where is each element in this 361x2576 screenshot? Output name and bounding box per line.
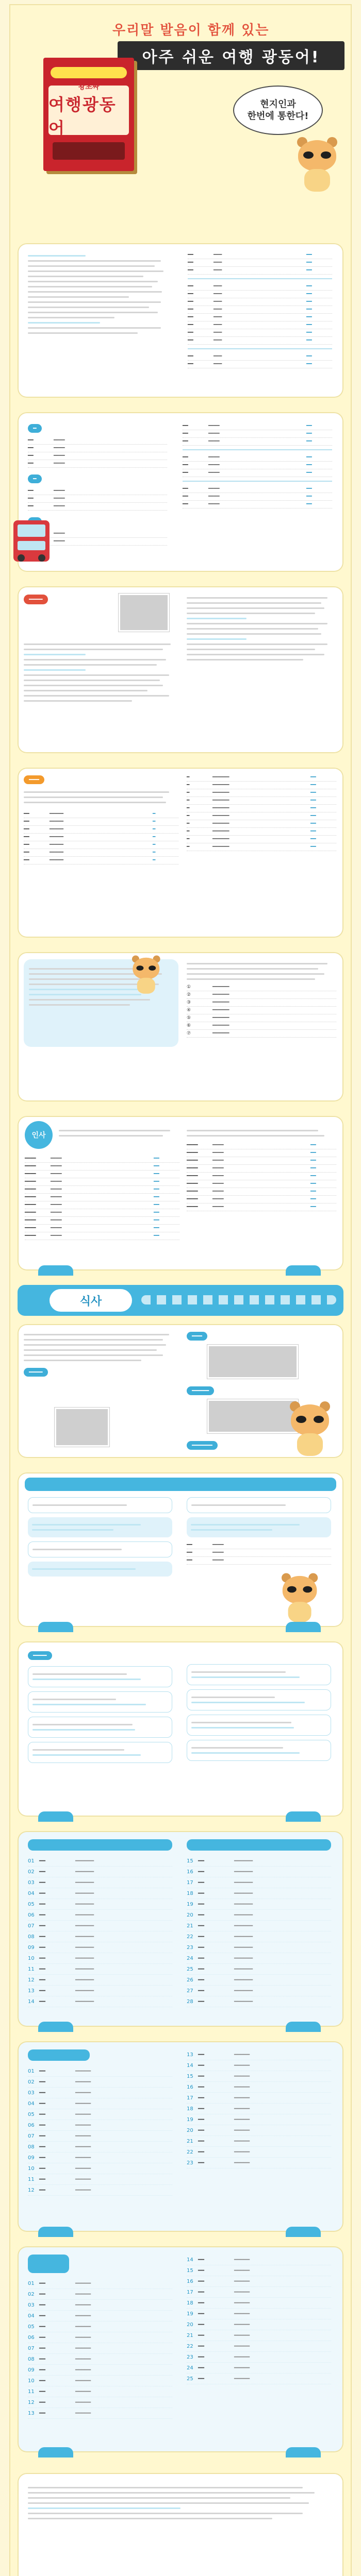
page-tab — [38, 2447, 73, 2458]
meal-card — [18, 1324, 343, 1458]
grammar-right: ━━ ━━━━ ━━ ━━ ━━━━ ━━ ━━ ━━━━ ━━ ━━ ━━━━ ━━ ━━ ━━━━ ━━ ━━ ━━━━ ━━ ━━ ━━━━ ━━ ━━ ━━━━ ━━ ━━ ━━━━ ━━ — [183, 422, 332, 509]
speech-line-1: 현지인과 — [260, 98, 296, 110]
greeting-card — [18, 1116, 343, 1270]
conv-right: ━━ ━━━━ ━━ ━━━━ ━━ ━━━━ — [187, 1497, 331, 1565]
speech-card — [18, 952, 343, 1101]
culture-left: ━━━━ — [24, 594, 178, 705]
speech-left — [24, 959, 178, 1047]
intro-right-page: ━━ ━━━ ━━ ━━ ━━━ ━━ ━━ ━━━ ━━ ━━ ━━━ ━━ ━━ ━━━ ━━ ━━ ━━━ ━━ ━━ ━━━ ━━ ━━ ━━━ ━━ ━━ ━━━ ━━ ━━ ━━━ ━━ ━━ ━━━ ━━ ━━ ━━━ ━━ ━━ ━━━ ━━ — [188, 251, 332, 385]
book-title — [48, 83, 129, 138]
page-tab — [286, 1265, 321, 1276]
conv-left — [28, 1497, 172, 1581]
speech-right: ① ━━━━━━ ② ━━━━━━ ③ ━━━━━━ ④ ━━━━━━ ⑤ ━━━━━━ ⑥ ━━━━━━ ⑦ ━━━━━━ — [187, 959, 336, 1038]
page-tab — [38, 2022, 73, 2032]
page-tab — [286, 2447, 321, 2458]
intro-spread-card — [18, 243, 343, 398]
bus-icon — [13, 520, 50, 562]
page-tab — [286, 1622, 321, 1632]
meal-right: ━━━ ━━━━━ ━━━━━━ — [187, 1330, 336, 1450]
book-band — [51, 67, 127, 78]
mascot-icon — [129, 956, 163, 995]
phrases-card — [18, 1641, 343, 1817]
meal-banner — [18, 1285, 343, 1316]
tag-pill: ━ — [28, 424, 42, 433]
page-tab — [38, 1622, 73, 1632]
meal-title: 식사 — [50, 1289, 132, 1312]
page-tab — [38, 1811, 73, 1822]
intro-left-page — [28, 251, 172, 385]
speech-bubble — [233, 86, 323, 135]
greet-left — [59, 1126, 177, 1140]
vocab2-right: 13 ━━ ━━━━━ 14 ━━ ━━━━━ 15 ━━ ━━━━━ 16 ━━ ━━━━━ 17 ━━ ━━━━━ 18 ━━ ━━━━━ 19 ━━ ━━━━━ 20 ━━ ━━━━━ 21 ━━ ━━━━━ 22 ━━ ━━━━━ 23 ━━ ━━━━━ — [187, 2049, 331, 2168]
photo-icon — [207, 1345, 298, 1379]
book-title-small: 왕초짜 — [78, 83, 100, 91]
photo-icon — [119, 594, 169, 632]
page-tab — [286, 2022, 321, 2032]
vocab3-left: 01 ━━ ━━━━━ 02 ━━ ━━━━━ 03 ━━ ━━━━━ 04 ━━ ━━━━━ 05 ━━ ━━━━━ 06 ━━ ━━━━━ 07 ━━ ━━━━━ 08 ━━ ━━━━━ 09 ━━ ━━━━━ 10 ━━ ━━━━━ 11 ━━ ━━━━━ 12 ━━ ━━━━━ 13 ━━ ━━━━━ — [28, 2255, 172, 2419]
mascot-icon — [278, 1573, 322, 1624]
culture-right — [187, 594, 336, 664]
page-tab — [38, 2227, 73, 2237]
hero-tagline: 우리말 발음이 함께 있는 — [112, 23, 270, 38]
book-footer — [53, 142, 125, 160]
tone-right: ━ ━━━━━━ ━━ ━ ━━━━━━ ━━ ━ ━━━━━━ ━━ ━ ━━━━━━ ━━ ━ ━━━━━━ ━━ ━ ━━━━━━ ━━ ━ ━━━━━━ ━━ ━ ━━━━━━ ━━ ━ ━━━━━━ ━━ ━ ━━━━━━ ━━ — [187, 774, 336, 851]
vocab-card-2 — [18, 2041, 343, 2232]
mascot-icon — [286, 1401, 335, 1458]
phrases-right — [187, 1664, 331, 1765]
book-title-big: 여행광동어 — [48, 95, 117, 138]
culture-card — [18, 586, 343, 753]
grammar-left: ━ ━━ ━━━━ ━━ ━━━━ ━━ ━━━━ ━━ ━━━━ ━ ━━ ━━━━ ━━ ━━━━ ━━ ━━━━ ━━━━ ━━━━ — [28, 422, 167, 546]
page-tab — [38, 1265, 73, 1276]
speech-line-2: 한번에 통한다! — [247, 111, 309, 122]
vocab-right: 15 ━━ ━━━━━━ 16 ━━ ━━━━━━ 17 ━━ ━━━━━━ 18 ━━ ━━━━━━ 19 ━━ ━━━━━━ 20 ━━ ━━━━━━ 21 ━━ ━━━━━━ 22 ━━ ━━━━━━ 23 ━━ ━━━━━━ 24 ━━ ━━━━━━ 25 ━━ ━━━━━━ 26 ━━ ━━━━━━ 27 ━━ ━━━━━━ 28 ━━ ━━━━━━ — [187, 1839, 331, 2007]
greet-right: ━━━━ ━━━━ ━━ ━━━━ ━━━━ ━━ ━━━━ ━━━━ ━━ ━━━━ ━━━━ ━━ ━━━━ ━━━━ ━━ ━━━━ ━━━━ ━━ ━━━━ ━━━━ ━━ ━━━━ ━━━━ ━━ ━━━━ ━━━━ ━━ — [187, 1126, 336, 1211]
page-tab — [286, 2227, 321, 2237]
grammar-card — [18, 412, 343, 572]
photo-icon — [55, 1408, 109, 1447]
tone-left: ━━━ ━━ ━━━━━ ━ ━━ ━━━━━ ━ ━━ ━━━━━ ━ ━━ ━━━━━ ━ ━━ ━━━━━ ━ ━━ ━━━━━ ━ ━━ ━━━━━ ━ — [24, 774, 178, 865]
phrases-left: ━━━━ — [28, 1650, 172, 1767]
banner-stripes — [141, 1295, 336, 1304]
hero-section — [14, 8, 347, 230]
vocab-card — [18, 1831, 343, 2027]
vocab-left: 01 ━━ ━━━━━━ 02 ━━ ━━━━━━ 03 ━━ ━━━━━━ 04 ━━ ━━━━━━ 05 ━━ ━━━━━━ 06 ━━ ━━━━━━ 07 ━━ ━━━━━━ 08 ━━ ━━━━━━ 09 ━━ ━━━━━━ 10 ━━ ━━━━━━ 11 ━━ ━━━━━━ 12 ━━ ━━━━━━ 13 ━━ ━━━━━━ 14 ━━ ━━━━━━ — [28, 1839, 172, 2007]
footer-card — [18, 2473, 343, 2576]
conversation-card — [18, 1472, 343, 1627]
photo-icon — [207, 1399, 298, 1433]
page-tab — [286, 1811, 321, 1822]
hero-title: 아주 쉬운 여행 광동어! — [118, 41, 344, 70]
vocab2-left: 01 ━━ ━━━━━ 02 ━━ ━━━━━ 03 ━━ ━━━━━ 04 ━━ ━━━━━ 05 ━━ ━━━━━ 06 ━━ ━━━━━ 07 ━━ ━━━━━ 08 ━━ ━━━━━ 09 ━━ ━━━━━ 10 ━━ ━━━━━ 11 ━━ ━━━━━ 12 ━━ ━━━━━ — [28, 2049, 172, 2196]
mascot-icon — [293, 137, 342, 194]
tone-card — [18, 768, 343, 938]
vocab3-right: 14 ━━ ━━━━━ 15 ━━ ━━━━━ 16 ━━ ━━━━━ 17 ━━ ━━━━━ 18 ━━ ━━━━━ 19 ━━ ━━━━━ 20 ━━ ━━━━━ 21 ━━ ━━━━━ 22 ━━ ━━━━━ 23 ━━ ━━━━━ 24 ━━ ━━━━━ 25 ━━ ━━━━━ — [187, 2255, 331, 2384]
greet-badge: 인사 — [25, 1121, 53, 1149]
meal-left: ━━━━ — [24, 1330, 178, 1377]
vocab-card-3 — [18, 2246, 343, 2452]
book-cover — [43, 58, 134, 171]
greet-list: ━━━━ ━━━━ ━━ ━━━━ ━━━━ ━━ ━━━━ ━━━━ ━━ ━━━━ ━━━━ ━━ ━━━━ ━━━━ ━━ ━━━━ ━━━━ ━━ ━━━━ ━━━━ ━━ ━━━━ ━━━━ ━━ ━━━━ ━━━━ ━━ ━━━━ ━━━━ ━━ ━━━━ ━━━━ ━━ — [25, 1155, 179, 1240]
